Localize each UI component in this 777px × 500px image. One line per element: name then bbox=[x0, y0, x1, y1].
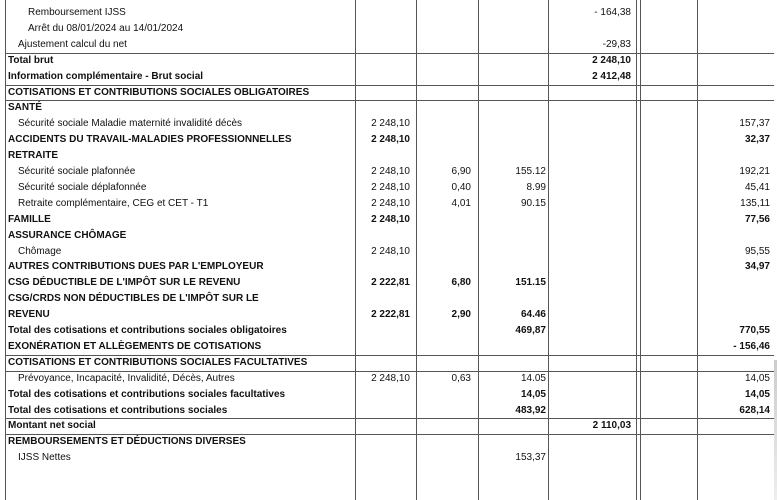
employer-amount-cell: 192,21 bbox=[739, 166, 770, 177]
employer-amount-cell: 770,55 bbox=[739, 325, 770, 336]
rate-cell: 2,90 bbox=[451, 309, 471, 320]
employer-amount-cell: 45,41 bbox=[744, 182, 770, 193]
employee-amount-cell: 8.99 bbox=[526, 182, 546, 193]
employer-amount-cell: 135,11 bbox=[740, 198, 770, 209]
rate-cell: 0,40 bbox=[451, 182, 471, 193]
employer-amount-cell: 95,55 bbox=[744, 246, 770, 257]
row-label: Total des cotisations et contributions sociales obligatoires bbox=[8, 325, 287, 336]
employer-amount-cell: 32,37 bbox=[744, 134, 770, 145]
row-label: Total brut bbox=[8, 55, 54, 66]
employer-amount-cell: 628,14 bbox=[739, 405, 770, 416]
employee-amount-cell: 64.46 bbox=[520, 309, 546, 320]
row-label: SANTÉ bbox=[8, 102, 42, 113]
row-label: Ajustement calcul du net bbox=[18, 39, 127, 50]
row-label: ACCIDENTS DU TRAVAIL-MALADIES PROFESSIONNELLES bbox=[8, 134, 292, 145]
rate-cell: 6,80 bbox=[451, 277, 471, 288]
gain-cell: - 164,38 bbox=[594, 7, 631, 18]
employee-amount-cell: 14.05 bbox=[520, 373, 546, 384]
row-label: REMBOURSEMENTS ET DÉDUCTIONS DIVERSES bbox=[8, 436, 246, 447]
row-label: CSG/CRDS NON DÉDUCTIBLES DE L'IMPÔT SUR LE bbox=[8, 293, 259, 304]
row-separator bbox=[5, 434, 775, 435]
row-label: FAMILLE bbox=[8, 214, 51, 225]
base-cell: 2 248,10 bbox=[371, 118, 410, 129]
row-separator bbox=[5, 85, 775, 86]
employer-amount-cell: 157,37 bbox=[739, 118, 770, 129]
employee-amount-cell: 483,92 bbox=[515, 405, 546, 416]
employee-amount-cell: 155.12 bbox=[515, 166, 546, 177]
grid-line-deduction bbox=[636, 0, 637, 500]
row-separator bbox=[5, 371, 775, 372]
grid-line-employee bbox=[478, 0, 479, 500]
rate-cell: 4,01 bbox=[451, 198, 471, 209]
base-cell: 2 248,10 bbox=[371, 182, 410, 193]
base-cell: 2 248,10 bbox=[371, 134, 410, 145]
row-label: EXONÉRATION ET ALLÈGEMENTS DE COTISATIONS bbox=[8, 341, 262, 352]
row-separator bbox=[5, 355, 775, 356]
row-separator bbox=[5, 53, 775, 54]
base-cell: 2 222,81 bbox=[371, 277, 410, 288]
grid-line-gain bbox=[548, 0, 549, 500]
row-label: Remboursement IJSS bbox=[28, 7, 126, 18]
employee-amount-cell: 151.15 bbox=[515, 277, 546, 288]
row-label: AUTRES CONTRIBUTIONS DUES PAR L'EMPLOYEUR bbox=[8, 261, 264, 272]
base-cell: 2 248,10 bbox=[371, 166, 410, 177]
employee-amount-cell: 469,87 bbox=[515, 325, 546, 336]
row-label: Chômage bbox=[18, 246, 62, 257]
employer-amount-cell: 14,05 bbox=[744, 389, 770, 400]
gain-cell: 2 412,48 bbox=[592, 71, 631, 82]
gain-cell: -29,83 bbox=[602, 39, 631, 50]
base-cell: 2 248,10 bbox=[371, 373, 410, 384]
base-cell: 2 248,10 bbox=[371, 214, 410, 225]
rate-cell: 6,90 bbox=[451, 166, 471, 177]
row-label: Sécurité sociale déplafonnée bbox=[18, 182, 147, 193]
employee-amount-cell: 153,37 bbox=[515, 452, 546, 463]
row-label: RETRAITE bbox=[8, 150, 58, 161]
gain-cell: 2 110,03 bbox=[592, 420, 631, 431]
base-cell: 2 222,81 bbox=[371, 309, 410, 320]
employer-amount-cell: 77,56 bbox=[744, 214, 770, 225]
base-cell: 2 248,10 bbox=[371, 246, 410, 257]
row-label: Sécurité sociale plafonnée bbox=[18, 166, 136, 177]
row-label: Montant net social bbox=[8, 420, 96, 431]
row-label: IJSS Nettes bbox=[18, 452, 71, 463]
section-heading: COTISATIONS ET CONTRIBUTIONS SOCIALES FACULTATIVES bbox=[8, 357, 308, 368]
rate-cell: 0,63 bbox=[451, 373, 471, 384]
grid-line-rate bbox=[416, 0, 417, 500]
employer-amount-cell: - 156,46 bbox=[733, 341, 770, 352]
row-label: Information complémentaire - Brut social bbox=[8, 71, 204, 82]
grid-line-employer bbox=[697, 0, 698, 500]
base-cell: 2 248,10 bbox=[371, 198, 410, 209]
gain-cell: 2 248,10 bbox=[592, 55, 631, 66]
row-separator bbox=[5, 418, 775, 419]
row-label: CSG DÉDUCTIBLE DE L'IMPÔT SUR LE REVENU bbox=[8, 277, 241, 288]
employee-amount-cell: 90.15 bbox=[520, 198, 546, 209]
section-heading: COTISATIONS ET CONTRIBUTIONS SOCIALES OBLIGATOIRES bbox=[8, 87, 310, 98]
row-label: Arrêt du 08/01/2024 au 14/01/2024 bbox=[28, 23, 184, 34]
row-label: Prévoyance, Incapacité, Invalidité, Décès, Autres bbox=[18, 373, 235, 384]
row-label: ASSURANCE CHÔMAGE bbox=[8, 230, 127, 241]
row-label: Sécurité sociale Maladie maternité invalidité décès bbox=[18, 118, 243, 129]
employer-amount-cell: 14,05 bbox=[744, 373, 770, 384]
grid-line-deduction-inner bbox=[640, 0, 641, 500]
employee-amount-cell: 14,05 bbox=[520, 389, 546, 400]
employer-amount-cell: 34,97 bbox=[744, 261, 770, 272]
row-separator bbox=[5, 100, 775, 101]
row-label: Total des cotisations et contributions sociales facultatives bbox=[8, 389, 286, 400]
grid-line-base bbox=[355, 0, 356, 500]
row-label: Total des cotisations et contributions sociales bbox=[8, 405, 228, 416]
row-label: REVENU bbox=[8, 309, 50, 320]
row-label: Retraite complémentaire, CEG et CET - T1 bbox=[18, 198, 209, 209]
grid-line-left bbox=[5, 0, 6, 500]
